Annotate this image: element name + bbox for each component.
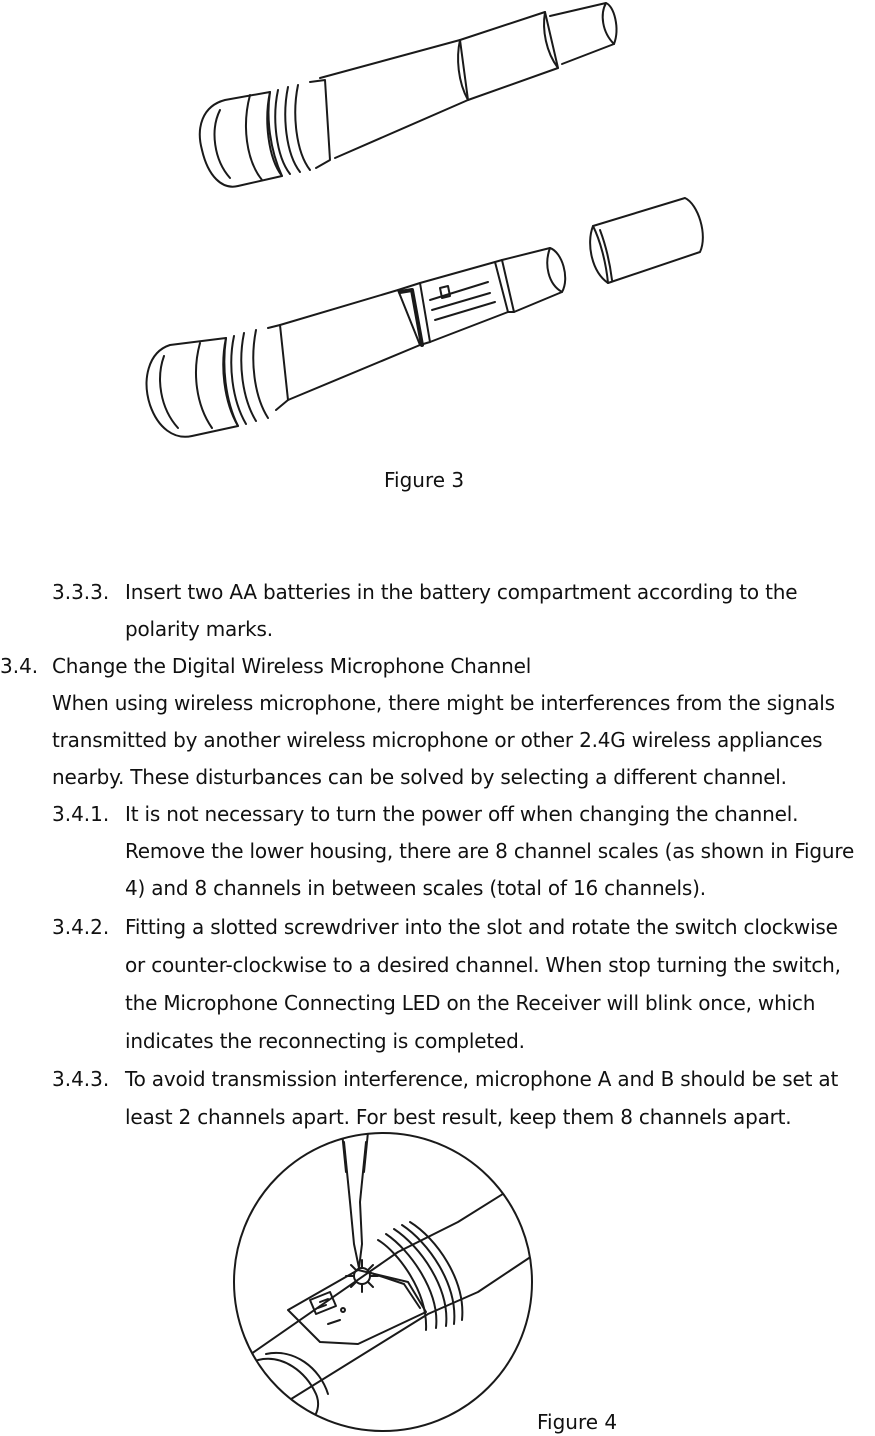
section-3-4-1-number: 3.4.1.	[52, 802, 110, 826]
figure-3-caption: Figure 3	[384, 468, 465, 492]
section-3-3-3-line-1: Insert two AA batteries in the battery compartment according to the	[125, 580, 798, 604]
section-3-4-intro-line-1: When using wireless microphone, there might be interferences from the signals	[52, 691, 835, 715]
section-3-4-1-line-1: It is not necessary to turn the power off when changing the channel.	[125, 802, 799, 826]
section-3-4-intro-line-3: nearby. These disturbances can be solved by selecting a different channel.	[52, 765, 787, 789]
section-3-4-1-line-3: 4) and 8 channels in between scales (total of 16 channels).	[125, 876, 706, 900]
section-3-4-intro-line-2: transmitted by another wireless microphone or other 2.4G wireless appliances	[52, 728, 823, 752]
figure-4-caption: Figure 4	[537, 1410, 618, 1434]
section-3-4-3-line-1: To avoid transmission interference, microphone A and B should be set at	[125, 1067, 839, 1091]
figure-4-channel-switch-illustration	[228, 1132, 538, 1436]
assembled-microphone	[200, 3, 617, 187]
section-3-4-title: Change the Digital Wireless Microphone Channel	[52, 654, 532, 678]
section-3-4-2-line-1: Fitting a slotted screwdriver into the slot and rotate the switch clockwise	[125, 915, 838, 939]
section-3-3-3-line-2: polarity marks.	[125, 617, 273, 641]
section-3-3-3-number: 3.3.3.	[52, 580, 110, 604]
figure-3-microphone-illustration	[130, 0, 730, 445]
section-3-4-1-line-2: Remove the lower housing, there are 8 channel scales (as shown in Figure	[125, 839, 855, 863]
section-3-4-2-line-2: or counter-clockwise to a desired channel. When stop turning the switch,	[125, 953, 841, 977]
section-3-4-2-line-4: indicates the reconnecting is completed.	[125, 1029, 525, 1053]
section-3-4-3-number: 3.4.3.	[52, 1067, 110, 1091]
section-3-4-2-number: 3.4.2.	[52, 915, 110, 939]
opened-microphone	[147, 198, 703, 437]
section-3-4-2-line-3: the Microphone Connecting LED on the Receiver will blink once, which	[125, 991, 816, 1015]
section-3-4-number: 3.4.	[0, 654, 39, 678]
section-3-4-3-line-2: least 2 channels apart. For best result, keep them 8 channels apart.	[125, 1105, 792, 1129]
magnifier-circle	[234, 1133, 532, 1431]
